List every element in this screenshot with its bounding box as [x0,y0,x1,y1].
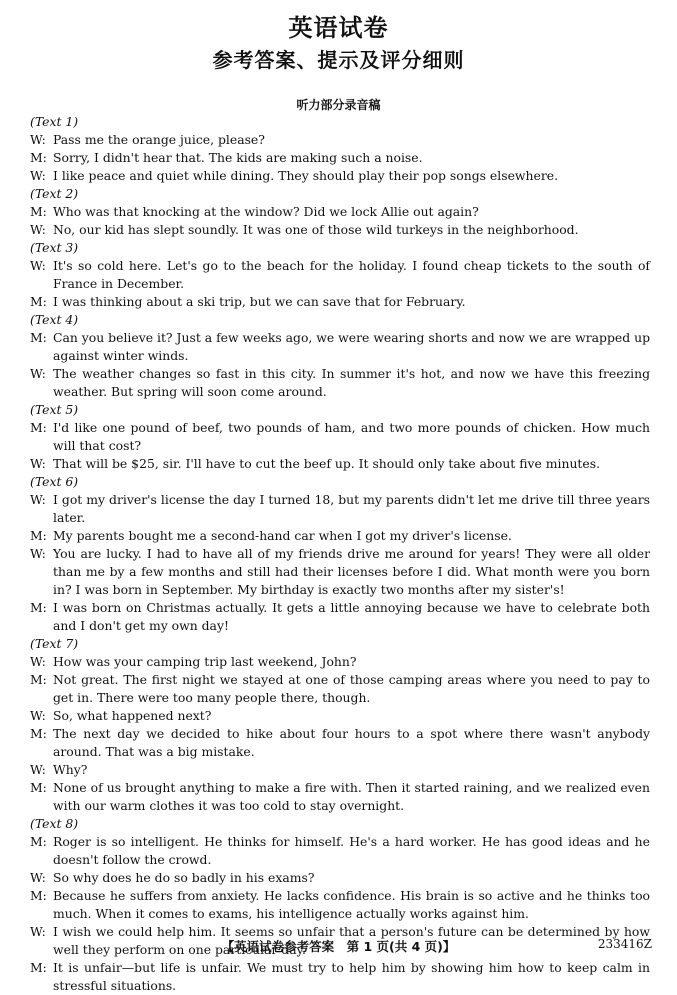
dialogue-text: No, our kid has slept soundly. It was one of those wild turkeys in the neighborhood. [53,222,579,237]
footer-code: 233416Z [597,937,652,951]
dialogue-line [30,365,650,401]
section-heading: 听力部分录音稿 [296,98,381,112]
text-number-label: (Text 3) [30,240,79,255]
dialogue-line [30,887,650,923]
speaker-label: W: [30,222,46,237]
speaker-label: W: [30,546,46,561]
speaker-label: M: [30,726,47,741]
dialogue-text: So, what happened next? [53,708,212,723]
speaker-label: M: [30,780,47,795]
dialogue-text: I was thinking about a ski trip, but we can save that for February. [53,294,466,309]
dialogue-text: I'd like one pound of beef, two pounds of ham, and two more pounds of chicken. How much will that cost? [53,420,650,453]
page-subtitle: 参考答案、提示及评分细则 [212,48,465,72]
dialogue-line [30,491,650,527]
speaker-label: W: [30,132,46,147]
dialogue-text: Who was that knocking at the window? Did we lock Allie out again? [53,204,479,219]
text-number-label: (Text 2) [30,186,79,201]
speaker-label: M: [30,294,47,309]
speaker-label: M: [30,528,47,543]
speaker-label: W: [30,762,46,777]
dialogue-text: Pass me the orange juice, please? [53,132,265,147]
dialogue-line [30,329,650,365]
speaker-label: W: [30,654,46,669]
text-number-label: (Text 5) [30,402,79,417]
dialogue-text: Sorry, I didn't hear that. The kids are making such a noise. [53,150,423,165]
dialogue-line [30,707,650,725]
dialogue-line [30,833,650,869]
dialogue-line [30,257,650,293]
dialogue-text: None of us brought anything to make a fire with. Then it started raining, and we realized even with our warm clothes it was too cold to stay overnight. [53,780,650,813]
dialogue-text: So why does he do so badly in his exams? [53,870,315,885]
speaker-label: W: [30,258,46,273]
speaker-label: M: [30,834,47,849]
dialogue-line [30,221,650,239]
speaker-label: M: [30,420,47,435]
dialogue-line [30,167,650,185]
text-number-label: (Text 8) [30,816,79,831]
dialogue-line [30,419,650,455]
text-number-label: (Text 7) [30,636,79,651]
dialogue-line [30,671,650,707]
dialogue-line [30,455,650,473]
speaker-label: W: [30,168,46,183]
speaker-label: M: [30,888,47,903]
dialogue-text: It's so cold here. Let's go to the beach for the holiday. I found cheap tickets to the south of France in December. [53,258,650,291]
dialogue-text: How was your camping trip last weekend, John? [53,654,357,669]
dialogue-line [30,203,650,221]
dialogue-line [30,293,650,311]
dialogue-text: You are lucky. I had to have all of my friends drive me around for years! They were all older than me by a few months and still had their licenses before I did. What month were you born in? I was born in September. My birthday is exactly two months after my sister's! [53,546,650,597]
dialogue-text: Because he suffers from anxiety. He lacks confidence. His brain is so active and he thinks too much. When it comes to exams, his intelligence actually works against him. [53,888,650,921]
page-footer [0,937,677,955]
speaker-label: M: [30,150,47,165]
dialogue-text: My parents bought me a second-hand car when I got my driver's license. [53,528,512,543]
dialogue-line [30,725,650,761]
speaker-label: W: [30,870,46,885]
speaker-label: M: [30,960,47,975]
dialogue-line [30,869,650,887]
dialogue-line [30,545,650,599]
dialogue-line [30,149,650,167]
dialogue-line [30,653,650,671]
speaker-label: W: [30,708,46,723]
speaker-label: M: [30,600,47,615]
dialogue-text: I was born on Christmas actually. It gets a little annoying because we have to celebrate both and I don't get my own day! [53,600,650,633]
speaker-label: W: [30,924,46,939]
speaker-label: M: [30,672,47,687]
dialogue-line [30,959,650,995]
text-number-label: (Text 1) [30,114,79,129]
dialogue-text: I wish we could help him. It seems so unfair that a person's future can be determined by how well they perform on one particular day. [53,924,650,957]
dialogue-line [30,761,650,779]
footer-page-info: 【英语试卷参考答案 第 1 页(共 4 页)】 [221,939,456,954]
dialogue-line [30,779,650,815]
listening-transcript [30,113,650,995]
speaker-label: M: [30,330,47,345]
dialogue-line [30,527,650,545]
dialogue-text: Can you believe it? Just a few weeks ago, we were wearing shorts and now we are wrapped up against winter winds. [53,330,650,363]
text-number-label: (Text 4) [30,312,79,327]
speaker-label: W: [30,456,46,471]
dialogue-text: That will be $25, sir. I'll have to cut the beef up. It should only take about five minutes. [53,456,601,471]
dialogue-text: Why? [53,762,88,777]
speaker-label: W: [30,492,46,507]
dialogue-text: It is unfair—but life is unfair. We must try to help him by showing him how to keep calm in stressful situations. [53,960,650,993]
speaker-label: W: [30,366,46,381]
dialogue-line [30,131,650,149]
dialogue-text: I got my driver's license the day I turned 18, but my parents didn't let me drive till three years later. [53,492,650,525]
dialogue-line [30,599,650,635]
dialogue-text: I like peace and quiet while dining. They should play their pop songs elsewhere. [53,168,559,183]
dialogue-text: The next day we decided to hike about four hours to a spot where there wasn't anybody around. That was a big mistake. [53,726,650,759]
dialogue-text: The weather changes so fast in this city. In summer it's hot, and now we have this freezing weather. But spring will soon come around. [53,366,650,399]
text-number-label: (Text 6) [30,474,79,489]
page-title: 英语试卷 [288,14,389,42]
dialogue-text: Roger is so intelligent. He thinks for himself. He's a hard worker. He has good ideas and he doesn't follow the crowd. [53,834,650,867]
dialogue-text: Not great. The first night we stayed at one of those camping areas where you need to pay to get in. There were too many people there, though. [53,672,650,705]
speaker-label: M: [30,204,47,219]
